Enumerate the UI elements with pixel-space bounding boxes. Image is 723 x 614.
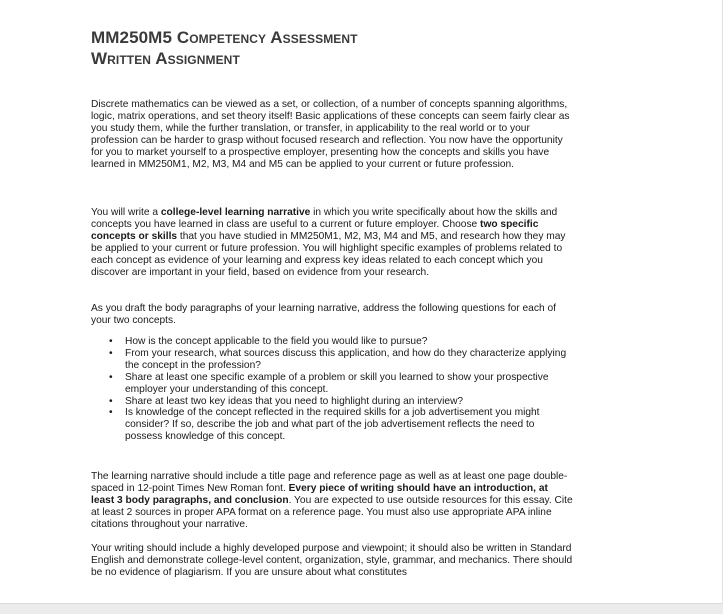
writing-quality-paragraph	[91, 543, 573, 579]
bold-text: two specific concepts or skills	[91, 218, 539, 242]
intro-paragraph	[91, 99, 573, 170]
list-item	[91, 348, 573, 372]
list-item	[91, 396, 573, 408]
list-item-text: From your research, what sources discuss this application, and how do they characterize applying the concept in the profession?	[125, 347, 567, 371]
bold-text: college-level learning narrative	[160, 207, 311, 218]
format-requirements-paragraph	[91, 471, 573, 531]
paragraph-text: in which you write specifically about how the skills and concepts you have learned in class are useful to a current or future employer. Choose	[91, 207, 558, 230]
list-item-text: Share at least two key ideas that you need to highlight during an interview?	[125, 395, 464, 407]
paragraph-text: The learning narrative should include a title page and reference page as well as at least one page double-spaced in 12-point Times New Roman font.	[91, 471, 568, 494]
assignment-paragraph	[91, 207, 573, 278]
page-bottom-edge	[0, 603, 723, 614]
title-line-1: MM250M5 Competency Assessment	[91, 28, 358, 47]
bullet-icon: •	[109, 336, 113, 347]
bullet-icon: •	[109, 347, 113, 359]
paragraph-text: Discrete mathematics can be viewed as a set, or collection, of a number of concepts spanning algorithms, logic, matrix operations, and set theory itself! Basic applications of these concepts can seem fairly clear as you study them, while the further translation, or transfer, in applicability to the real world or to your profession can be harder to grasp without focused research and reflection. You now have the opportunity for you to market yourself to a prospective employer, presenting how the concepts and skills you have learned in MM250M1, M2, M3, M4 and M5 can be applied to your current or future profession.	[91, 99, 570, 170]
list-item	[91, 372, 573, 396]
paragraph-text: . You are expected to use outside resources for this essay. Cite at least 2 sources in proper APA format on a reference page. You must also use appropriate APA inline citations throughout your narrative.	[91, 494, 573, 530]
list-item	[91, 407, 573, 443]
paragraph-text: As you draft the body paragraphs of your learning narrative, address the following questions for each of your two concepts.	[91, 303, 556, 326]
title-line-2: Written Assignment	[91, 49, 240, 68]
bold-text: Every piece of writing should have an introduction, at least 3 body paragraphs, and conclusion	[91, 482, 548, 506]
bullet-icon: •	[109, 395, 113, 407]
paragraph-text: that you have studied in MM250M1, M2, M3, M4 and M5, and research how they may be applied to your current or future profession. You will highlight specific examples of problems related to each concept as evidence of your learning and express key ideas related to each concept which you discover are important in your field, based on evidence from your research.	[91, 230, 566, 278]
list-item-text: Share at least one specific example of a problem or skill you learned to show your prospective employer your understanding of this concept.	[125, 371, 549, 395]
list-item-text: How is the concept applicable to the field you would like to pursue?	[125, 336, 428, 347]
document-title	[91, 27, 358, 69]
questions-list	[91, 336, 573, 443]
paragraph-text: You will write a	[91, 207, 161, 218]
list-item	[91, 336, 573, 348]
bullet-icon: •	[109, 371, 113, 383]
list-item-text: Is knowledge of the concept reflected in the required skills for a job advertisement you might consider? If so, describe the job and what part of the job advertisement reflects the need to possess knowledge of this concept.	[125, 407, 540, 443]
questions-intro-paragraph	[91, 303, 573, 327]
bullet-icon: •	[109, 407, 113, 419]
paragraph-text: Your writing should include a highly developed purpose and viewpoint; it should also be written in Standard English and demonstrate college-level content, organization, style, grammar, and mechanics. There should be no evidence of plagiarism. If you are unsure about what constitutes	[91, 543, 573, 578]
